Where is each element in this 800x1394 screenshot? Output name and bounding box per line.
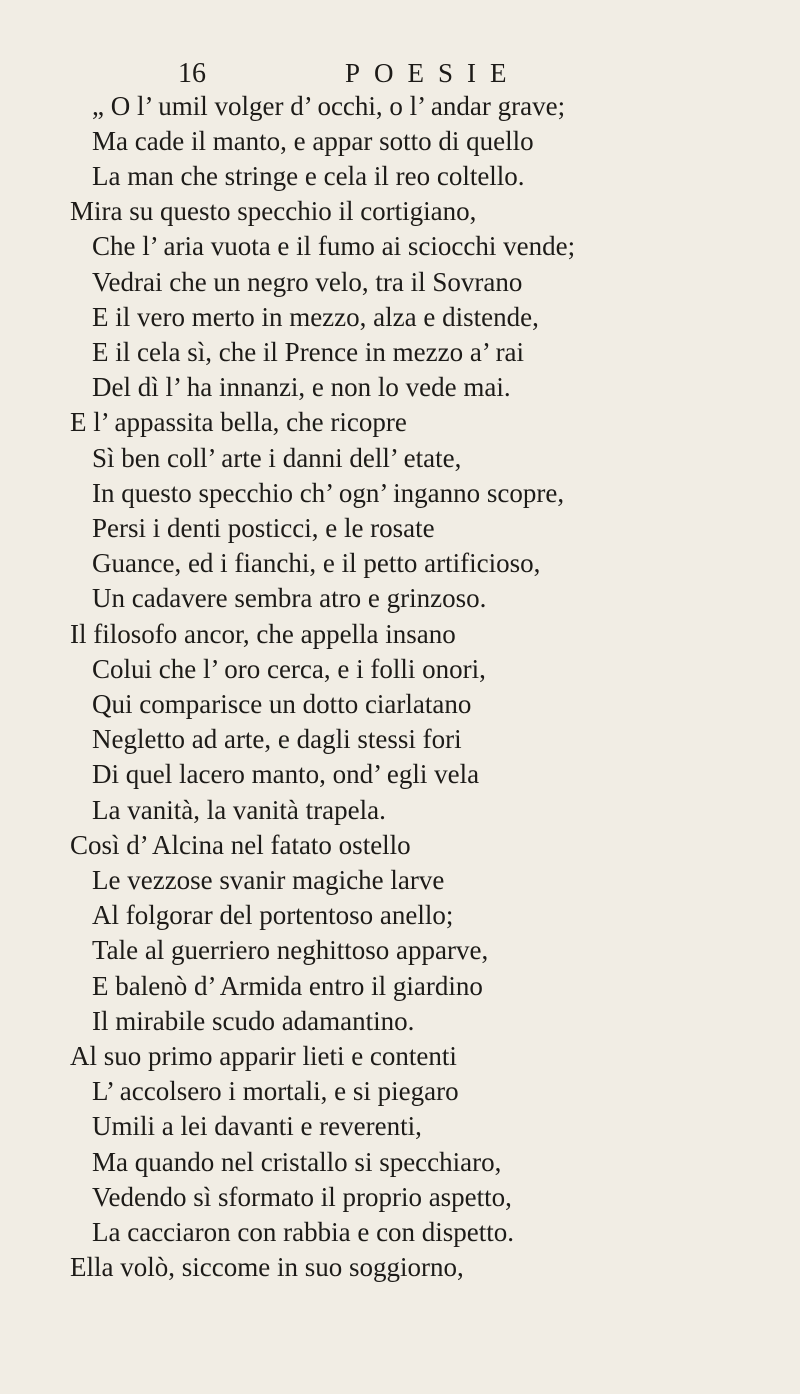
running-head [178,58,521,94]
verse-line: Tale al guerriero neghittoso apparve, [92,935,489,965]
verse-line: La cacciaron con rabbia e con dispetto. [92,1217,515,1247]
verse-line: In questo specchio ch’ ogn’ inganno scopre, [92,478,565,508]
verse-line: Mira su questo specchio il cortigiano, [70,196,477,226]
verse-line: Il mirabile scudo adamantino. [92,1006,415,1036]
verse-line: E l’ appassita bella, che ricopre [70,407,407,437]
verse-line: Colui che l’ oro cerca, e i folli onori, [92,654,486,684]
verse-line: Al folgorar del portentoso anello; [92,900,454,930]
verse-line: E il cela sì, che il Prence in mezzo a’ rai [92,337,525,367]
verse-line: Che l’ aria vuota e il fumo ai sciocchi vende; [92,231,576,261]
verse-line: Del dì l’ ha innanzi, e non lo vede mai. [92,372,511,402]
verse-line: Le vezzose svanir magiche larve [92,865,445,895]
verse-line: E balenò d’ Armida entro il giardino [92,971,483,1001]
verse-line: Il filosofo ancor, che appella insano [70,619,456,649]
verse-line: Persi i denti posticci, e le rosate [92,513,435,543]
verse-line: La man che stringe e cela il reo coltello. [92,161,525,191]
verse-line: Umili a lei davanti e reverenti, [92,1111,422,1141]
verse-line: Vedendo sì sformato il proprio aspetto, [92,1182,512,1212]
verse-line: „ O l’ umil volger d’ occhi, o l’ andar grave; [92,91,566,121]
verse-line: Così d’ Alcina nel fatato ostello [70,830,411,860]
verse-line: Guance, ed i fianchi, e il petto artificioso, [92,548,541,578]
page-number: 16 [178,58,206,89]
verse-line: Ella volò, siccome in suo soggiorno, [70,1252,464,1282]
verse-line: Sì ben coll’ arte i danni dell’ etate, [92,443,462,473]
verse-line: E il vero merto in mezzo, alza e distende, [92,302,539,332]
running-title: POESIE [345,58,521,88]
verse-line: Negletto ad arte, e dagli stessi fori [92,724,462,754]
verse-line: La vanità, la vanità trapela. [92,795,386,825]
verse-line: Di quel lacero manto, ond’ egli vela [92,759,480,789]
verse-line: Vedrai che un negro velo, tra il Sovrano [92,267,523,297]
verse-line: Ma quando nel cristallo si specchiaro, [92,1147,502,1177]
verse-line: Ma cade il manto, e appar sotto di quello [92,126,534,156]
verse-line: Un cadavere sembra atro e grinzoso. [92,583,487,613]
verse-line: Al suo primo apparir lieti e contenti [70,1041,457,1071]
verse-line: L’ accolsero i mortali, e si piegaro [92,1076,459,1106]
verse-line: Qui comparisce un dotto ciarlatano [92,689,472,719]
